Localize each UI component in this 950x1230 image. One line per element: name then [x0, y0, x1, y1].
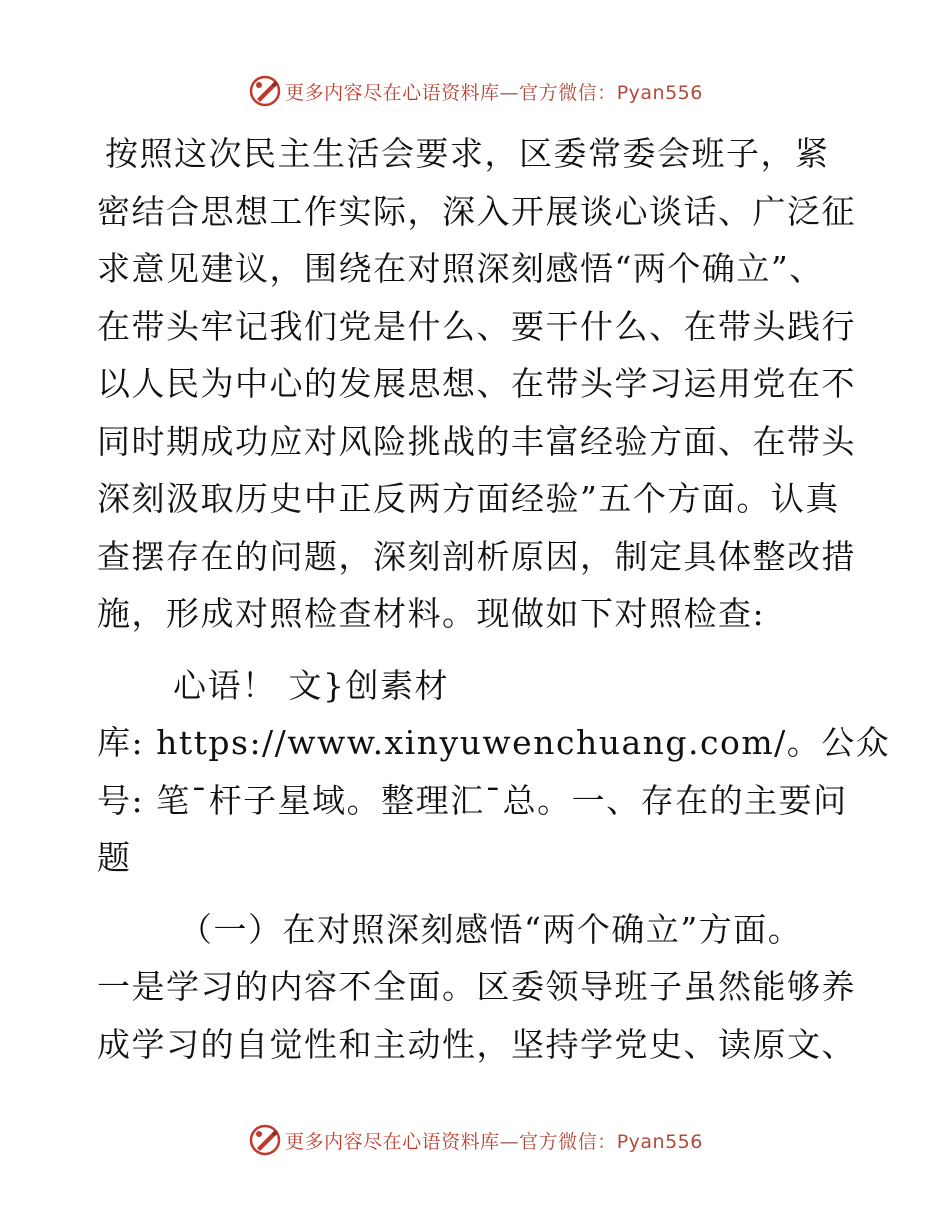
paragraph-section-one — [97, 901, 857, 1074]
text-line: 同时期成功应对风险挑战的丰富经验方面、在带头 — [97, 421, 856, 461]
text-line: 施，形成对照检查材料。现做如下对照检查: — [97, 594, 766, 633]
paragraph-source — [97, 657, 891, 887]
watermark-text — [285, 78, 703, 105]
pen-logo-icon — [247, 1122, 283, 1158]
footer-watermark — [0, 1120, 950, 1160]
watermark-wechat-id: Pyan556 — [616, 1130, 703, 1153]
text-line: 深刻汲取历史中正反两方面经验”五个方面。认真 — [97, 479, 840, 518]
watermark-dash: — — [499, 81, 520, 104]
text-line: 心语！ 文}创素材 — [173, 665, 449, 705]
section-heading: （一）在对照深刻感悟“两个确立”方面。 — [179, 909, 803, 949]
text-line: 号: 笔¯杆子星域。整理汇¯总。一、存在的主要问 — [97, 780, 848, 820]
text-line: 查摆存在的问题，深刻剖析原因，制定具体整改措 — [97, 536, 856, 576]
watermark-title: 更多内容尽在心语资料库 — [285, 1130, 500, 1153]
text-line: 库: https://www.xinyuwenchuang.com/。公众 — [97, 723, 891, 762]
text-line: 密结合思想工作实际，深入开展谈心谈话、广泛征 — [97, 191, 856, 231]
watermark-title: 更多内容尽在心语资料库 — [285, 81, 500, 104]
watermark-wechat-id: Pyan556 — [616, 81, 703, 104]
header-watermark — [0, 71, 950, 111]
watermark-wechat-label: 官方微信： — [519, 81, 617, 104]
watermark-wechat-label: 官方微信： — [519, 1130, 617, 1153]
text-line: 按照这次民主生活会要求，区委常委会班子，紧 — [105, 134, 830, 173]
paragraph-intro — [97, 125, 857, 643]
watermark-dash: — — [499, 1130, 520, 1153]
text-line: 一是学习的内容不全面。区委领导班子虽然能够养 — [97, 967, 856, 1006]
text-line: 以人民为中心的发展思想、在带头学习运用党在不 — [97, 364, 856, 403]
watermark-text — [285, 1127, 703, 1154]
text-line: 在带头牢记我们党是什么、要干什么、在带头践行 — [97, 306, 856, 346]
document-body — [97, 125, 891, 1073]
text-line: 求意见建议，围绕在对照深刻感悟“两个确立”、 — [97, 249, 824, 288]
pen-logo-icon — [247, 73, 283, 109]
text-line: 成学习的自觉性和主动性，坚持学党史、读原文、 — [97, 1024, 856, 1064]
text-line: 题 — [97, 838, 132, 877]
